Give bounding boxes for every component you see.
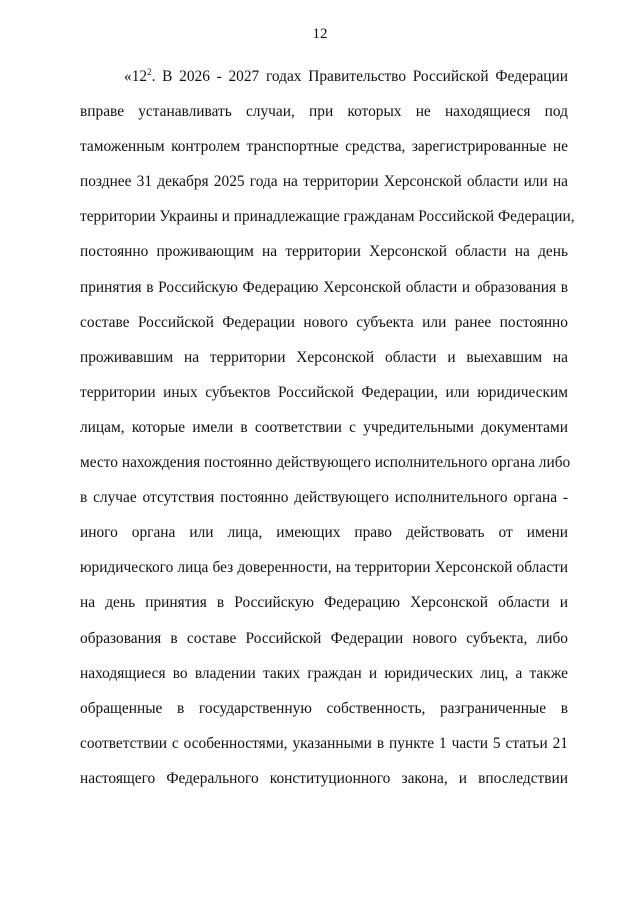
text-line: вправе устанавливать случаи, при которых не находящиеся под [80, 103, 568, 121]
paragraph-marker: «12 [124, 68, 148, 85]
text-line: образования в составе Российской Федерации нового субъекта, либо [80, 629, 568, 647]
text-line: настоящего Федерального конституционного закона, и впоследствии [80, 769, 568, 787]
text-line: на день принятия в Российскую Федерацию Херсонской области и [80, 594, 568, 612]
text-line: принятия в Российскую Федерацию Херсонской области и образования в [80, 278, 568, 296]
text-line: постоянно проживающим на территории Херсонской области на день [80, 243, 568, 261]
text-line-content: . В 2026 - 2027 годах Правительство Российской Федерации [151, 68, 568, 85]
text-line: лицам, которые имели в соответствии с учредительными документами [80, 418, 568, 436]
text-line: иного органа или лица, имеющих право действовать от имени [80, 524, 568, 542]
text-line: юридического лица без доверенности, на территории Херсонской области [80, 559, 568, 577]
text-line: соответствии с особенностями, указанными в пункте 1 части 5 статьи 21 [80, 734, 568, 752]
text-line: в случае отсутствия постоянно действующего исполнительного органа - [80, 489, 568, 507]
text-line: позднее 31 декабря 2025 года на территории Херсонской области или на [80, 173, 568, 191]
text-line: проживавшим на территории Херсонской области и выехавшим на [80, 348, 568, 366]
text-line: составе Российской Федерации нового субъекта или ранее постоянно [80, 313, 568, 331]
text-line: таможенным контролем транспортные средства, зарегистрированные не [80, 138, 568, 156]
text-line: территории Украины и принадлежащие гражданам Российской Федерации, [80, 208, 575, 226]
text-line: находящиеся во владении таких граждан и юридических лиц, а также [80, 664, 568, 682]
text-line [80, 59, 568, 94]
text-line: территории иных субъектов Российской Федерации, или юридическим [80, 383, 568, 401]
text-line: обращенные в государственную собственность, разграниченные в [80, 699, 568, 717]
body-text [80, 59, 575, 796]
text-line: место нахождения постоянно действующего исполнительного органа либо [80, 454, 571, 472]
superscript-index: 2 [147, 67, 152, 77]
page-number: 12 [312, 26, 328, 42]
